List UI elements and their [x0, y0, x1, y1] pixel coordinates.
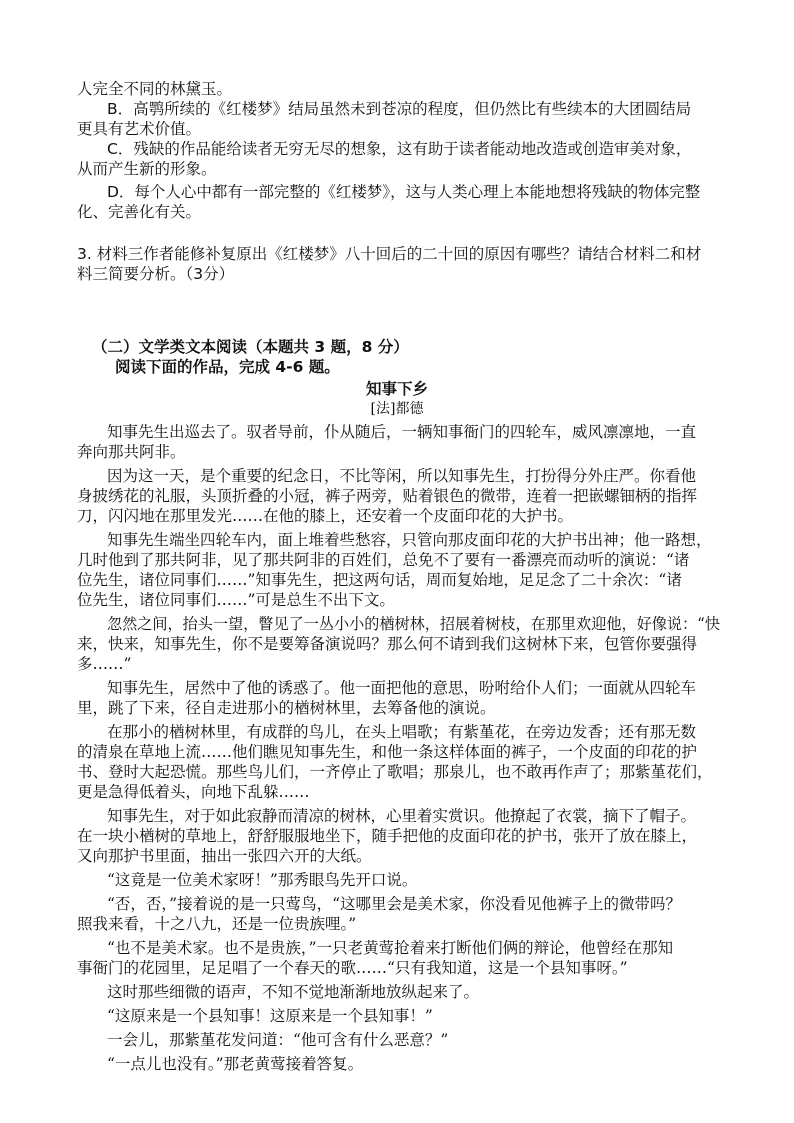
option-text: 化、完善化有关。 [77, 203, 202, 221]
section-heading: （二）文学类文本阅读（本题共 3 题，8 分） [92, 338, 409, 356]
story-line: 在那小的楢树林里，有成群的鸟儿，在头上唱歌；有紫堇花，在旁边发香；还有那无数 [107, 723, 697, 741]
story-line: 书、登时大起恐慌。那些鸟儿们，一齐停止了歌唱；那泉儿，也不敢再作声了；那紫堇花们， [77, 763, 713, 781]
story-line: 知事先生，居然中了他的诱惑了。他一面把他的意思，吩咐给仆人们；一面就从四轮车 [107, 679, 697, 697]
story-line: 知事先生，对于如此寂静而清凉的树林，心里着实赏识。他撩起了衣裳，摘下了帽子。 [107, 807, 697, 825]
story-line: 知事先生出巡去了。驭者导前，仆从随后，一辆知事衙门的四轮车，威风凛凛地，一直 [107, 423, 697, 441]
story-line: 事衙门的花园里，足足唱了一个春天的歌……“只有我知道，这是一个县知事呀。” [77, 959, 628, 977]
story-line: “也不是美术家。也不是贵族，”一只老黄莺抢着来打断他们俩的辩论，他曾经在那知 [107, 939, 674, 957]
story-line: 在一块小楢树的草地上，舒舒服服地坐下，随手把他的皮面印花的护书，张开了放在膝上， [77, 827, 698, 845]
story-line: “这原来是一个县知事！这原来是一个县知事！” [107, 1007, 433, 1025]
story-line: 里，跳了下来，径自走进那小的楢树林里，去筹备他的演说。 [77, 699, 496, 717]
story-title: 知事下乡 [365, 380, 428, 398]
story-line: 更是急得低着头，向地下乱躲…… [77, 783, 310, 801]
story-author: [法]都德 [370, 401, 424, 417]
story-line: “一点儿也没有。”那老黄莺接着答复。 [107, 1055, 364, 1073]
option-c: C．残缺的作品能给读者无穷无尽的想象，这有助于读者能动地改造或创造审美对象， [107, 140, 692, 158]
story-line: 几时他到了那共阿非，见了那共阿非的百姓们，总免不了要有一番漂亮而动听的演说：“诸 [77, 551, 690, 569]
story-line: 这时那些细微的语声，不知不觉地渐渐地放纵起来了。 [107, 983, 480, 1001]
story-line: 奔向那共阿非。 [77, 443, 186, 461]
story-line: 位先生，诸位同事们……”可是总生不出下文。 [77, 591, 395, 609]
story-line: 一会儿，那紫堇花发问道：“他可含有什么恶意？” [107, 1031, 449, 1049]
option-text: 从而产生新的形象。 [77, 160, 217, 178]
story-line: 位先生，诸位同事们……”知事先生，把这两句话，周而复始地，足足念了二十余次：“诸 [77, 571, 682, 589]
section-instruction: 阅读下面的作品，完成 4-6 题。 [115, 358, 340, 376]
story-line: 多……” [77, 655, 132, 673]
option-b: B．高鹗所续的《红楼梦》结局虽然未到苍凉的程度，但仍然比有些续本的大团圆结局 [107, 100, 692, 118]
story-line: 照我来看，十之八九，还是一位贵族哩。” [77, 915, 357, 933]
story-line: “这竟是一位美术家呀！”那秀眼鸟先开口说。 [107, 871, 418, 889]
story-line: 身披绣花的礼服，头顶折叠的小冠，裤子两旁，贴着银色的微带，连着一把嵌螺钿柄的指挥 [77, 487, 698, 505]
option-text: 人完全不同的林黛玉。 [77, 80, 233, 98]
story-line: 的清泉在草地上流……他们瞧见知事先生，和他一条这样体面的裤子，一个皮面的印花的护 [77, 743, 698, 761]
option-text: 更具有艺术价值。 [77, 120, 202, 138]
story-line: 忽然之间，抬头一望，瞥见了一丛小小的楢树林，招展着树枝，在那里欢迎他，好像说：“快 [107, 615, 720, 633]
story-line: 又向那护书里面，抽出一张四六开的大纸。 [77, 847, 372, 865]
question-text: 料三简要分析。（3分） [77, 265, 235, 283]
question-text: 3. 材料三作者能修补复原出《红楼梦》八十回后的二十回的原因有哪些？请结合材料二和材 [77, 245, 702, 263]
story-line: 知事先生端坐四轮车内，面上堆着些愁容，只管向那皮面印花的大护书出神；他一路想， [107, 531, 712, 549]
story-line: 刀，闪闪地在那里发光……在他的膝上，还安着一个皮面印花的大护书。 [77, 507, 574, 525]
story-line: 因为这一天，是个重要的纪念日，不比等闲，所以知事先生，打扮得分外庄严。你看他 [107, 467, 697, 485]
option-d: D．每个人心中都有一部完整的《红楼梦》，这与人类心理上本能地想将残缺的物体完整 [107, 183, 701, 201]
story-line: 来，快来，知事先生，你不是要筹备演说吗？那么何不请到我们这树林下来，包管你要强得 [77, 635, 698, 653]
story-line: “否，否，”接着说的是一只莺鸟，“这哪里会是美术家，你没看见他裤子上的微带吗？ [107, 895, 682, 913]
